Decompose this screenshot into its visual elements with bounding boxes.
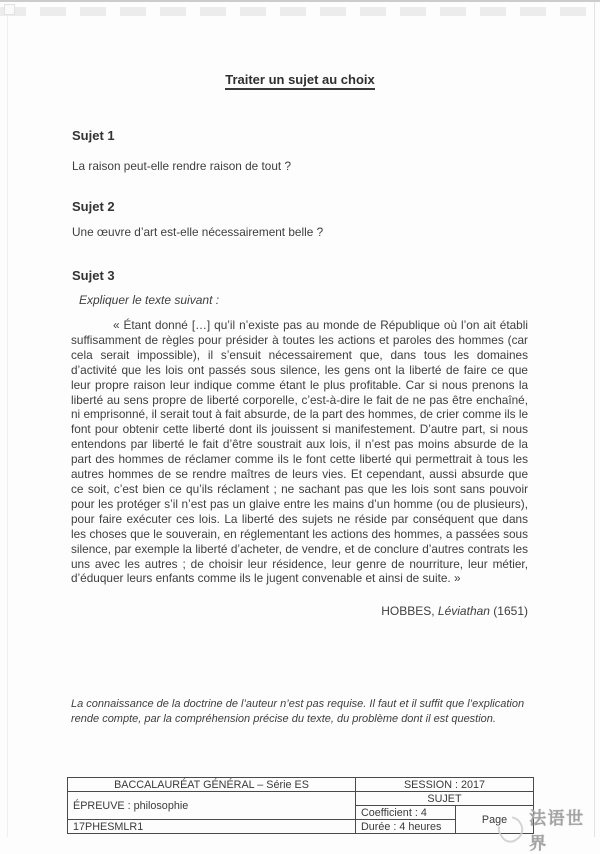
exam-footer-table (67, 777, 534, 834)
subject-1-heading: Sujet 1 (72, 128, 115, 143)
duree-cell: Durée : 4 heures (356, 820, 456, 834)
document-title (0, 72, 600, 87)
page-number-cell: Page (456, 806, 534, 834)
epreuve-cell: ÉPREUVE : philosophie (68, 792, 356, 820)
attribution-author: HOBBES, (381, 604, 438, 618)
scan-corner-mark (4, 4, 15, 15)
examiner-note: La connaissance de la doctrine de l’auteur n’est pas requise. Il faut et il suffit que l’explication rende compte, par la compréhension précise du texte, du problème dont il est question. (71, 698, 525, 725)
hobbes-quote-text: « Étant donné […] qu’il n’existe pas au monde de République où l’on ait établi suffisamment de règles pour présider à toutes les actions et paroles des hommes (car cela serait impossible), il s’ensuit nécessairement que, dans tous les domaines d’activité que les lois ont passés sous silence, les gens ont la liberté de faire ce que leur propre raison leur indique comme étant le plus profitable. Car si nous prenons la liberté au sens propre de liberté corporelle, c’est-à-dire le fait de ne pas être enchaîné, ni emprisonné, il serait tout à fait absurde, de la part des hommes, de crier comme ils le font pour obtenir cette liberté dont ils jouissent si manifestement. D’autre part, si nous entendons par liberté le fait d’être soustrait aux lois, il n’est pas moins absurde de la part des hommes de réclamer comme ils le font cette liberté qui permettrait à tous les autres hommes de se rendre maîtres de leurs vies. Et cependant, aussi absurde que ce soit, c’est bien ce qu’ils réclament ; ne sachant pas que les lois sont sans pouvoir pour les protéger s’il n’est pas un glaive entre les mains d’un homme (ou de plusieurs), pour faire exécuter ces lois. La liberté des sujets ne réside par conséquent que dans les choses que le souverain, en réglementant les actions des hommes, a passées sous silence, par exemple la liberté d’acheter, de vendre, et de conclure d’autres contrats les uns avec les autres ; de choisir leur résidence, leur genre de nourriture, leur métier, d’éduquer leurs enfants comme ils le jugent convenable et ainsi de suite. » (71, 318, 529, 586)
session-cell: SESSION : 2017 (356, 778, 534, 792)
subject-2-heading: Sujet 2 (72, 199, 115, 214)
sujet-cell: SUJET (356, 792, 534, 806)
subject-3-heading: Sujet 3 (72, 268, 115, 283)
table-row (68, 792, 534, 806)
scan-top-edge (0, 0, 600, 2)
table-row (68, 778, 534, 792)
attribution-work-title: Léviathan (437, 604, 490, 618)
document-title-text: Traiter un sujet au choix (225, 72, 375, 90)
exam-code-cell: 17PHESMLR1 (68, 820, 356, 834)
subject-1-question: La raison peut-elle rendre raison de tout ? (72, 159, 292, 173)
coefficient-cell: Coefficient : 4 (356, 806, 456, 820)
watermark-text: 法语世界 (529, 809, 585, 853)
subject-2-question: Une œuvre d’art est-elle nécessairement belle ? (72, 225, 324, 239)
subject-3-instruction: Expliquer le texte suivant : (79, 293, 220, 307)
scan-perforation-pattern (0, 7, 600, 16)
exam-title-cell: BACCALAURÉAT GÉNÉRAL – Série ES (68, 778, 356, 792)
scan-left-edge (7, 16, 8, 837)
quote-attribution (381, 604, 528, 618)
attribution-year: (1651) (489, 604, 528, 618)
scan-right-edge (594, 2, 595, 837)
